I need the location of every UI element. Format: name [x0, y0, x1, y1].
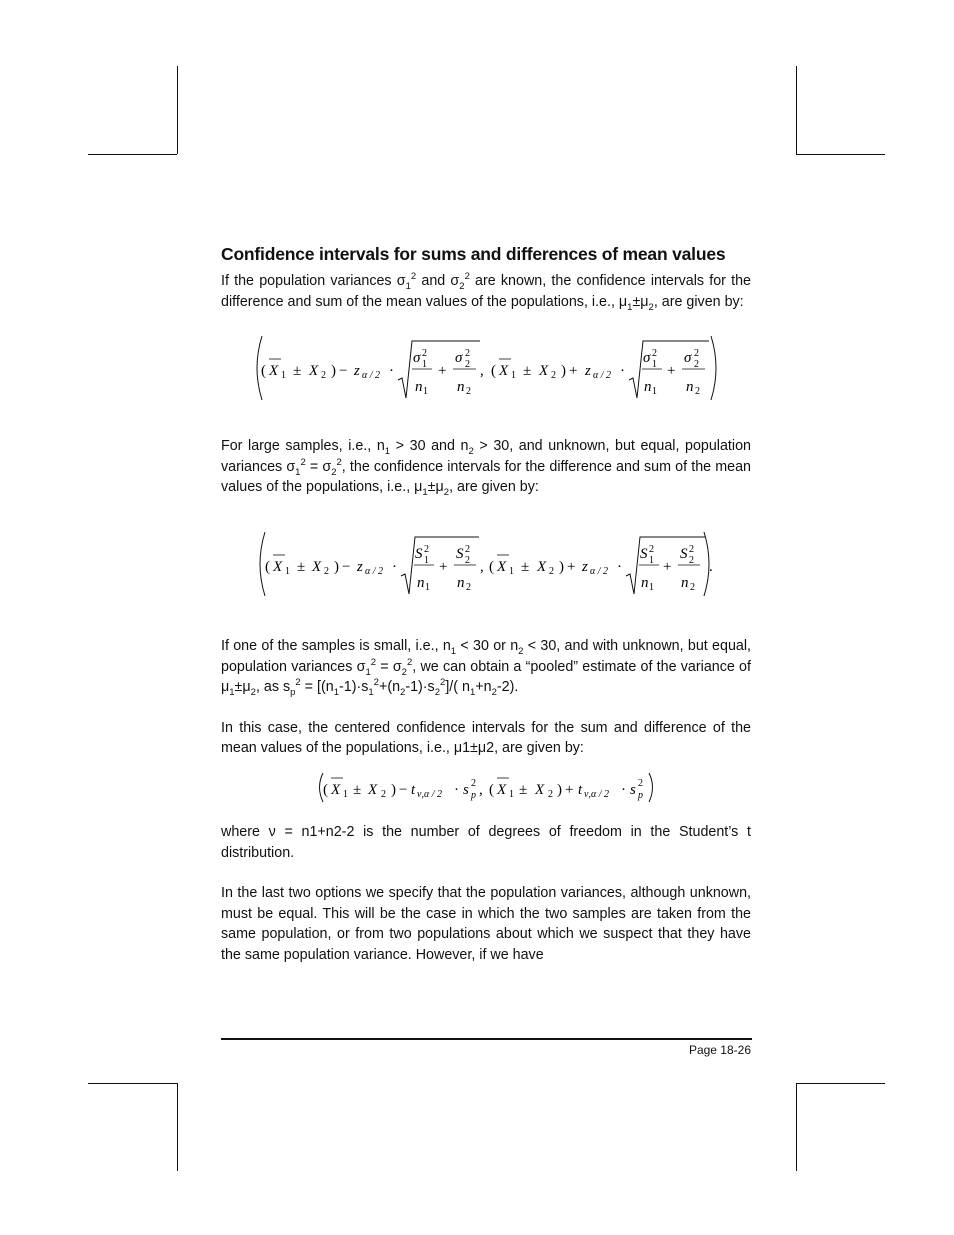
svg-text:2: 2 [649, 543, 654, 555]
svg-text:n: n [686, 379, 694, 396]
svg-text:−: − [342, 558, 351, 575]
crop-mark [177, 1083, 178, 1171]
svg-text:1: 1 [425, 581, 430, 593]
svg-text:X: X [537, 558, 547, 575]
svg-text:·: · [454, 781, 459, 798]
svg-text:X: X [368, 781, 378, 798]
svg-text:z: z [357, 558, 363, 575]
svg-text:1: 1 [649, 554, 654, 566]
svg-text:1: 1 [649, 581, 654, 593]
svg-text:.: . [709, 558, 713, 575]
svg-text:α / 2: α / 2 [593, 370, 612, 382]
svg-text:X: X [312, 558, 322, 575]
svg-text:,: , [480, 558, 484, 575]
svg-text:,: , [479, 781, 483, 798]
svg-text:,: , [480, 363, 484, 380]
equation-large-sample-ci [221, 526, 751, 610]
crop-mark [796, 1083, 797, 1171]
crop-mark [88, 1083, 177, 1084]
svg-text:2: 2 [694, 348, 699, 360]
svg-text:s: s [630, 781, 636, 798]
svg-text:1: 1 [343, 788, 348, 800]
svg-text:±: ± [353, 781, 362, 798]
svg-text:t: t [411, 781, 416, 798]
svg-text:): ) [391, 781, 396, 798]
svg-text:): ) [557, 781, 562, 798]
svg-text:1: 1 [422, 359, 427, 371]
svg-text:p: p [471, 789, 476, 801]
svg-text:z: z [582, 558, 588, 575]
svg-text:·: · [617, 558, 622, 575]
svg-text:1: 1 [509, 788, 514, 800]
svg-text:(: ( [489, 781, 494, 798]
svg-text:X: X [497, 558, 507, 575]
svg-text:1: 1 [281, 370, 286, 382]
svg-text:2: 2 [471, 777, 476, 789]
svg-text:1: 1 [511, 370, 516, 382]
svg-text:1: 1 [652, 386, 657, 398]
paragraph-degrees-of-freedom: where ν = n1+n2-2 is the number of degrees of freedom in the Student’s t distribution. [221, 823, 751, 861]
svg-text:(: ( [261, 363, 266, 380]
svg-text:t: t [578, 781, 583, 798]
svg-text:·: · [389, 363, 394, 380]
svg-text:2: 2 [424, 543, 429, 555]
svg-text:n: n [417, 574, 425, 591]
svg-text:2: 2 [466, 581, 471, 593]
svg-text:±: ± [521, 558, 530, 575]
svg-text:+: + [663, 558, 672, 575]
paragraph-equal-variances-note: In the last two options we specify that the population variances, although unknown, must be equal. This will be the case in which the two samples are taken from the same population, or from two populations about which we suspect that they have the same population variance. However, if we have [221, 885, 751, 963]
paragraph-pooled-intro: In this case, the centered confidence intervals for the sum and difference of the mean values of the populations, i.e., μ1±μ2, are given by: [221, 719, 751, 757]
svg-text:n: n [641, 574, 649, 591]
svg-text:2: 2 [321, 370, 326, 382]
crop-mark [796, 154, 885, 155]
svg-text:2: 2 [465, 348, 470, 360]
section-heading: Confidence intervals for sums and differences of mean values [221, 244, 726, 264]
crop-mark [88, 154, 177, 155]
paragraph-known-variances: If the population variances $\sigma_1^2$ and $\sigma_2^2$ are known, the confidence intervals for the difference and sum of the mean values of the populations, i.e., $\mu_1\pm\mu_2$, are given by: [221, 271, 752, 313]
svg-text:σ: σ [643, 350, 651, 367]
svg-text:n: n [681, 574, 689, 591]
svg-text:X: X [273, 558, 283, 575]
svg-text:n: n [457, 574, 465, 591]
svg-text:±: ± [523, 363, 532, 380]
svg-text:2: 2 [549, 565, 554, 577]
svg-text:2: 2 [465, 359, 470, 371]
svg-text:1: 1 [509, 565, 514, 577]
svg-text:σ: σ [413, 350, 421, 367]
svg-text:+: + [565, 781, 574, 798]
page-content [221, 244, 751, 966]
svg-text:2: 2 [694, 359, 699, 371]
svg-text:X: X [497, 781, 507, 798]
page-number: Page 18-26 [688, 1043, 751, 1057]
svg-text:1: 1 [423, 386, 428, 398]
equation-known-variance-ci [221, 330, 751, 414]
paragraph-large-samples: For large samples, i.e., $n_1 > 30$ and $n_2 > 30$, and unknown, but equal, population variances $\sigma_1^2 = \sigma_2^2$, the confidence intervals for the difference and sum of the mean values of the populations, i.e., $\mu_1\pm\mu_2$, are given by: [221, 438, 752, 499]
svg-text:ν,α / 2: ν,α / 2 [417, 788, 442, 800]
svg-text:ν,α / 2: ν,α / 2 [584, 788, 609, 800]
svg-text:2: 2 [652, 348, 657, 360]
svg-text:S: S [640, 545, 648, 562]
svg-text:2: 2 [690, 581, 695, 593]
svg-text:−: − [399, 781, 408, 798]
svg-text:2: 2 [465, 543, 470, 555]
svg-text:s: s [463, 781, 469, 798]
svg-text:2: 2 [324, 565, 329, 577]
svg-text:n: n [415, 379, 423, 396]
svg-text:σ: σ [684, 350, 692, 367]
svg-text:(: ( [491, 363, 496, 380]
svg-text:2: 2 [422, 348, 427, 360]
svg-text:X: X [269, 363, 279, 380]
svg-text:2: 2 [548, 788, 553, 800]
svg-text:·: · [392, 558, 397, 575]
svg-text:X: X [535, 781, 545, 798]
equation-pooled-ci [221, 769, 751, 809]
svg-text:2: 2 [465, 554, 470, 566]
svg-text:2: 2 [689, 554, 694, 566]
svg-text:α / 2: α / 2 [362, 370, 381, 382]
svg-text:2: 2 [551, 370, 556, 382]
svg-text:±: ± [519, 781, 528, 798]
paragraph-small-samples: If one of the samples is small, i.e., $n_1 < 30$ or $n_2 < 30$, and with unknown, but equal, population variances $\sigma_1^2 = \sigma_2^2$, we can obtain a “pooled” estimate of the variance of $\mu_1\pm\mu_2$, as $s_p^2 = [(n_1-1)\cdot s_1^2+(n_2-1)\cdot s_2^2]/$( $n_1+n_2-2$). [221, 637, 752, 699]
svg-text:1: 1 [424, 554, 429, 566]
svg-text:2: 2 [689, 543, 694, 555]
svg-text:S: S [415, 545, 423, 562]
svg-text:+: + [569, 363, 578, 380]
svg-text:X: X [309, 363, 319, 380]
svg-text:): ) [334, 558, 339, 575]
svg-text:α / 2: α / 2 [365, 565, 384, 577]
svg-text:2: 2 [381, 788, 386, 800]
svg-text:z: z [354, 363, 360, 380]
svg-text:+: + [439, 558, 448, 575]
svg-text:1: 1 [285, 565, 290, 577]
svg-text:+: + [667, 363, 676, 380]
svg-text:): ) [331, 363, 336, 380]
svg-text:n: n [644, 379, 652, 396]
svg-text:(: ( [489, 558, 494, 575]
svg-text:2: 2 [638, 777, 643, 789]
svg-text:p: p [638, 789, 643, 801]
svg-text:z: z [585, 363, 591, 380]
svg-text:±: ± [293, 363, 302, 380]
svg-text:S: S [456, 545, 464, 562]
crop-mark [796, 1083, 885, 1084]
svg-text:(: ( [265, 558, 270, 575]
svg-text:X: X [499, 363, 509, 380]
crop-mark [177, 66, 178, 154]
svg-text:S: S [680, 545, 688, 562]
svg-text:): ) [559, 558, 564, 575]
crop-mark [796, 66, 797, 154]
svg-text:n: n [457, 379, 465, 396]
svg-text:2: 2 [466, 386, 471, 398]
svg-text:X: X [539, 363, 549, 380]
svg-text:−: − [339, 363, 348, 380]
svg-text:2: 2 [695, 386, 700, 398]
svg-text:1: 1 [652, 359, 657, 371]
footer-rule [221, 1038, 752, 1040]
svg-text:+: + [438, 363, 447, 380]
svg-text:·: · [621, 781, 626, 798]
svg-text:X: X [331, 781, 341, 798]
svg-text:): ) [561, 363, 566, 380]
svg-text:±: ± [297, 558, 306, 575]
svg-text:(: ( [323, 781, 328, 798]
svg-text:α / 2: α / 2 [590, 565, 609, 577]
svg-text:·: · [620, 363, 625, 380]
svg-text:σ: σ [455, 350, 463, 367]
svg-text:+: + [567, 558, 576, 575]
